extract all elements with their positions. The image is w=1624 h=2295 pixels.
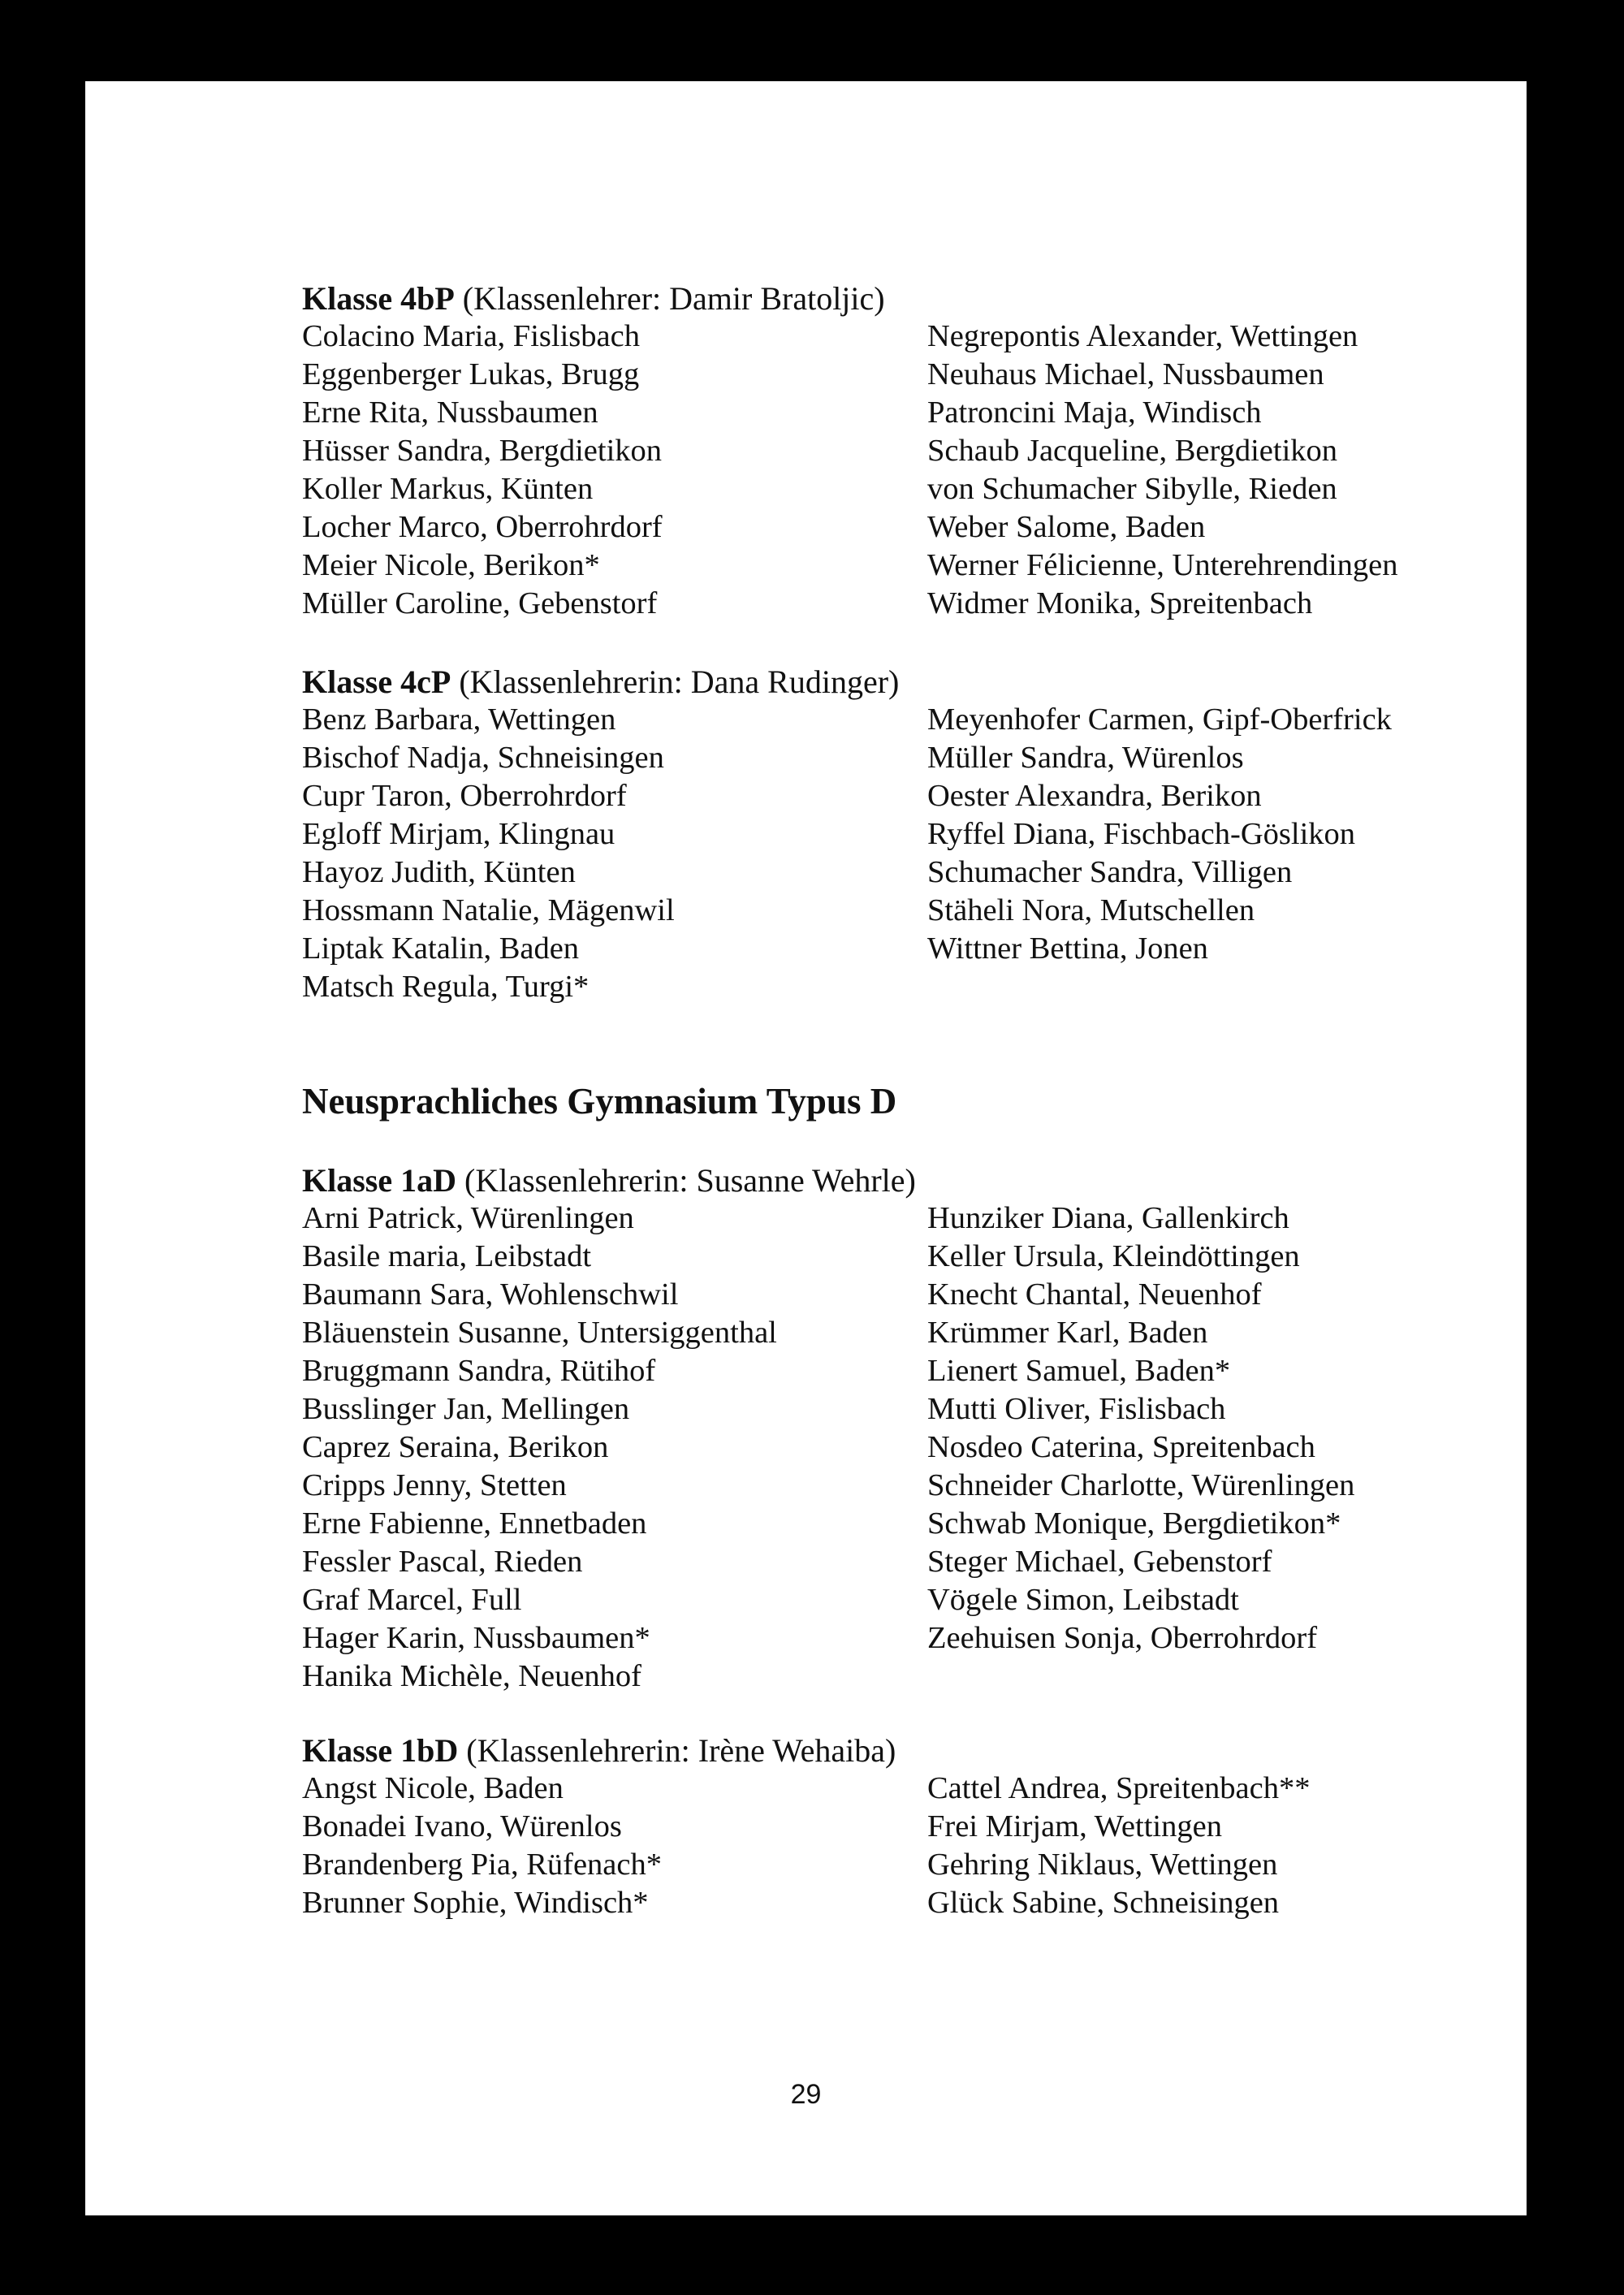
student-entry: Krümmer Karl, Baden <box>927 1316 1208 1350</box>
class-section-1ad <box>302 1161 1520 1696</box>
student-entry: Brandenberg Pia, Rüfenach* <box>302 1848 662 1882</box>
student-entry: Hager Karin, Nussbaumen* <box>302 1621 650 1655</box>
student-columns <box>302 1199 1520 1696</box>
student-entry: Eggenberger Lukas, Brugg <box>302 357 640 391</box>
class-name: Klasse 4bP <box>302 280 455 317</box>
student-columns <box>302 318 1520 623</box>
student-entry: Hanika Michèle, Neuenhof <box>302 1659 641 1693</box>
student-entry: Egloff Mirjam, Klingnau <box>302 817 615 851</box>
student-entry: Frei Mirjam, Wettingen <box>927 1809 1222 1843</box>
student-entry: Widmer Monika, Spreitenbach <box>927 586 1313 620</box>
student-entry: Fessler Pascal, Rieden <box>302 1545 583 1579</box>
student-columns <box>302 1770 1520 1922</box>
student-entry: Wittner Bettina, Jonen <box>927 931 1208 966</box>
student-entry: Nosdeo Caterina, Spreitenbach <box>927 1430 1315 1464</box>
student-entry: Oester Alexandra, Berikon <box>927 779 1262 813</box>
student-entry: Schaub Jacqueline, Bergdietikon <box>927 434 1338 468</box>
student-entry: Zeehuisen Sonja, Oberrohrdorf <box>927 1621 1318 1655</box>
student-entry: Weber Salome, Baden <box>927 510 1206 544</box>
student-entry: Brunner Sophie, Windisch* <box>302 1886 649 1920</box>
student-list-left <box>302 701 927 1006</box>
student-entry: Locher Marco, Oberrohrdorf <box>302 510 663 544</box>
student-entry: Hossmann Natalie, Mägenwil <box>302 893 675 927</box>
student-entry: Meier Nicole, Berikon* <box>302 548 600 582</box>
student-entry: Liptak Katalin, Baden <box>302 931 580 966</box>
page-number: 29 <box>790 2079 822 2110</box>
student-list-left <box>302 1770 927 1922</box>
student-entry: Vögele Simon, Leibstadt <box>927 1583 1239 1617</box>
student-entry: Glück Sabine, Schneisingen <box>927 1886 1280 1920</box>
student-list-right <box>927 1199 1520 1696</box>
student-entry: Arni Patrick, Würenlingen <box>302 1201 634 1235</box>
student-entry: Knecht Chantal, Neuenhof <box>927 1277 1262 1312</box>
class-name: Klasse 1aD <box>302 1162 456 1199</box>
student-entry: Hayoz Judith, Künten <box>302 855 576 889</box>
section-heading: Neusprachliches Gymnasium Typus D <box>302 1081 897 1122</box>
class-teacher: (Klassenlehrerin: Dana Rudinger) <box>459 663 900 700</box>
class-teacher: (Klassenlehrer: Damir Bratoljic) <box>462 280 885 317</box>
document-page <box>85 81 1527 2215</box>
student-entry: Koller Markus, Künten <box>302 472 594 506</box>
class-name: Klasse 4cP <box>302 663 451 700</box>
student-entry: Baumann Sara, Wohlenschwil <box>302 1277 679 1312</box>
class-teacher: (Klassenlehrerin: Susanne Wehrle) <box>464 1162 916 1199</box>
class-header <box>302 663 1520 701</box>
student-list-right <box>927 318 1520 623</box>
student-entry: Cattel Andrea, Spreitenbach** <box>927 1771 1311 1805</box>
student-entry: Patroncini Maja, Windisch <box>927 395 1262 430</box>
student-entry: Werner Félicienne, Unterehrendingen <box>927 548 1398 582</box>
student-entry: von Schumacher Sibylle, Rieden <box>927 472 1337 506</box>
class-header <box>302 1731 1520 1770</box>
student-entry: Hunziker Diana, Gallenkirch <box>927 1201 1289 1235</box>
student-list-right <box>927 701 1520 1006</box>
student-entry: Stäheli Nora, Mutschellen <box>927 893 1255 927</box>
class-header <box>302 279 1520 318</box>
student-entry: Keller Ursula, Kleindöttingen <box>927 1239 1300 1273</box>
student-entry: Bischof Nadja, Schneisingen <box>302 741 664 775</box>
student-entry: Gehring Niklaus, Wettingen <box>927 1848 1278 1882</box>
student-entry: Müller Sandra, Würenlos <box>927 741 1244 775</box>
student-entry: Hüsser Sandra, Bergdietikon <box>302 434 663 468</box>
student-entry: Schwab Monique, Bergdietikon* <box>927 1506 1341 1541</box>
student-entry: Schneider Charlotte, Würenlingen <box>927 1468 1355 1502</box>
class-section-4bp <box>302 279 1520 623</box>
class-teacher: (Klassenlehrerin: Irène Wehaiba) <box>466 1732 896 1769</box>
student-entry: Colacino Maria, Fislisbach <box>302 319 640 353</box>
student-entry: Graf Marcel, Full <box>302 1583 522 1617</box>
student-entry: Schumacher Sandra, Villigen <box>927 855 1293 889</box>
student-columns <box>302 701 1520 1006</box>
student-entry: Caprez Seraina, Berikon <box>302 1430 609 1464</box>
class-header <box>302 1161 1520 1199</box>
student-entry: Mutti Oliver, Fislisbach <box>927 1392 1226 1426</box>
class-section-4cp <box>302 663 1520 1006</box>
student-entry: Müller Caroline, Gebenstorf <box>302 586 658 620</box>
student-entry: Basile maria, Leibstadt <box>302 1239 592 1273</box>
student-entry: Bonadei Ivano, Würenlos <box>302 1809 622 1843</box>
student-entry: Bruggmann Sandra, Rütihof <box>302 1354 656 1388</box>
student-entry: Bläuenstein Susanne, Untersiggenthal <box>302 1316 777 1350</box>
student-entry: Lienert Samuel, Baden* <box>927 1354 1231 1388</box>
student-list-left <box>302 1199 927 1696</box>
class-section-1bd <box>302 1731 1520 1922</box>
student-entry: Erne Fabienne, Ennetbaden <box>302 1506 647 1541</box>
student-entry: Matsch Regula, Turgi* <box>302 970 590 1004</box>
class-name: Klasse 1bD <box>302 1732 459 1769</box>
student-entry: Neuhaus Michael, Nussbaumen <box>927 357 1324 391</box>
student-entry: Meyenhofer Carmen, Gipf-Oberfrick <box>927 702 1392 737</box>
student-entry: Negrepontis Alexander, Wettingen <box>927 319 1358 353</box>
student-entry: Cupr Taron, Oberrohrdorf <box>302 779 627 813</box>
student-entry: Angst Nicole, Baden <box>302 1771 564 1805</box>
student-list-right <box>927 1770 1520 1922</box>
student-entry: Cripps Jenny, Stetten <box>302 1468 567 1502</box>
student-list-left <box>302 318 927 623</box>
student-entry: Ryffel Diana, Fischbach-Göslikon <box>927 817 1356 851</box>
student-entry: Busslinger Jan, Mellingen <box>302 1392 630 1426</box>
student-entry: Steger Michael, Gebenstorf <box>927 1545 1272 1579</box>
student-entry: Erne Rita, Nussbaumen <box>302 395 598 430</box>
student-entry: Benz Barbara, Wettingen <box>302 702 616 737</box>
